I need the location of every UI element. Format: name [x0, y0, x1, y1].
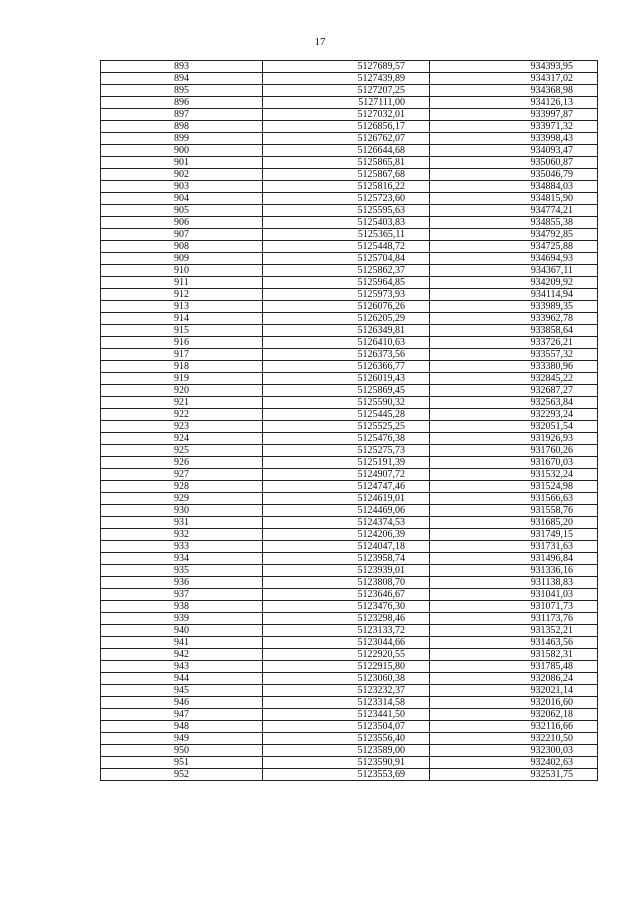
y-coordinate-cell: 933998,43 — [430, 133, 598, 145]
y-coordinate-cell: 931582,31 — [430, 649, 598, 661]
y-coordinate-cell: 931524,98 — [430, 481, 598, 493]
point-number-cell: 940 — [101, 625, 263, 637]
x-coordinate-cell: 5127207,25 — [263, 85, 430, 97]
y-coordinate-cell: 934792,85 — [430, 229, 598, 241]
y-coordinate-cell: 935060,87 — [430, 157, 598, 169]
table-row — [101, 73, 598, 85]
table-row — [101, 661, 598, 673]
point-number-cell: 920 — [101, 385, 263, 397]
y-coordinate-cell: 931749,15 — [430, 529, 598, 541]
table-row — [101, 205, 598, 217]
y-coordinate-cell: 931731,63 — [430, 541, 598, 553]
x-coordinate-cell: 5127111,00 — [263, 97, 430, 109]
table-row — [101, 349, 598, 361]
x-coordinate-cell: 5123044,66 — [263, 637, 430, 649]
y-coordinate-cell: 934126,13 — [430, 97, 598, 109]
table-row — [101, 61, 598, 73]
point-number-cell: 924 — [101, 433, 263, 445]
table-row — [101, 373, 598, 385]
y-coordinate-cell: 931670,03 — [430, 457, 598, 469]
point-number-cell: 944 — [101, 673, 263, 685]
point-number-cell: 949 — [101, 733, 263, 745]
x-coordinate-cell: 5125590,32 — [263, 397, 430, 409]
point-number-cell: 904 — [101, 193, 263, 205]
y-coordinate-cell: 931138,83 — [430, 577, 598, 589]
y-coordinate-cell: 934367,11 — [430, 265, 598, 277]
point-number-cell: 908 — [101, 241, 263, 253]
point-number-cell: 913 — [101, 301, 263, 313]
point-number-cell: 933 — [101, 541, 263, 553]
point-number-cell: 900 — [101, 145, 263, 157]
y-coordinate-cell: 932531,75 — [430, 769, 598, 781]
table-row — [101, 469, 598, 481]
table-row — [101, 97, 598, 109]
point-number-cell: 915 — [101, 325, 263, 337]
y-coordinate-cell: 934694,93 — [430, 253, 598, 265]
point-number-cell: 946 — [101, 697, 263, 709]
table-row — [101, 109, 598, 121]
x-coordinate-cell: 5123589,00 — [263, 745, 430, 757]
point-number-cell: 902 — [101, 169, 263, 181]
y-coordinate-cell: 934114,94 — [430, 289, 598, 301]
table-row — [101, 649, 598, 661]
x-coordinate-cell: 5124047,18 — [263, 541, 430, 553]
table-row — [101, 625, 598, 637]
table-row — [101, 733, 598, 745]
table-row — [101, 421, 598, 433]
y-coordinate-cell: 931336,16 — [430, 565, 598, 577]
point-number-cell: 937 — [101, 589, 263, 601]
x-coordinate-cell: 5125862,37 — [263, 265, 430, 277]
table-row — [101, 721, 598, 733]
y-coordinate-cell: 931071,73 — [430, 601, 598, 613]
table-row — [101, 397, 598, 409]
table-row — [101, 121, 598, 133]
x-coordinate-cell: 5125403,83 — [263, 217, 430, 229]
table-row — [101, 157, 598, 169]
table-row — [101, 241, 598, 253]
y-coordinate-cell: 932210,50 — [430, 733, 598, 745]
x-coordinate-cell: 5126373,56 — [263, 349, 430, 361]
point-number-cell: 896 — [101, 97, 263, 109]
x-coordinate-cell: 5123808,70 — [263, 577, 430, 589]
table-row — [101, 457, 598, 469]
table-row — [101, 481, 598, 493]
y-coordinate-cell: 932293,24 — [430, 409, 598, 421]
table-row — [101, 385, 598, 397]
y-coordinate-cell: 933997,87 — [430, 109, 598, 121]
point-number-cell: 910 — [101, 265, 263, 277]
y-coordinate-cell: 932300,03 — [430, 745, 598, 757]
x-coordinate-cell: 5125865,81 — [263, 157, 430, 169]
table-row — [101, 709, 598, 721]
point-number-cell: 905 — [101, 205, 263, 217]
point-number-cell: 895 — [101, 85, 263, 97]
point-number-cell: 898 — [101, 121, 263, 133]
table-row — [101, 301, 598, 313]
x-coordinate-cell: 5125595,63 — [263, 205, 430, 217]
y-coordinate-cell: 931760,26 — [430, 445, 598, 457]
table-row — [101, 745, 598, 757]
y-coordinate-cell: 933962,78 — [430, 313, 598, 325]
x-coordinate-cell: 5124619,01 — [263, 493, 430, 505]
point-number-cell: 935 — [101, 565, 263, 577]
x-coordinate-cell: 5125365,11 — [263, 229, 430, 241]
point-number-cell: 909 — [101, 253, 263, 265]
page-number: 17 — [314, 36, 326, 48]
y-coordinate-cell: 933989,35 — [430, 301, 598, 313]
y-coordinate-cell: 934855,38 — [430, 217, 598, 229]
x-coordinate-cell: 5125445,28 — [263, 409, 430, 421]
table-row — [101, 493, 598, 505]
x-coordinate-cell: 5123232,37 — [263, 685, 430, 697]
y-coordinate-cell: 932051,54 — [430, 421, 598, 433]
x-coordinate-cell: 5125525,25 — [263, 421, 430, 433]
x-coordinate-cell: 5123556,40 — [263, 733, 430, 745]
x-coordinate-cell: 5125964,85 — [263, 277, 430, 289]
table-row — [101, 289, 598, 301]
point-number-cell: 928 — [101, 481, 263, 493]
table-row — [101, 577, 598, 589]
table-row — [101, 133, 598, 145]
table-row — [101, 145, 598, 157]
point-number-cell: 938 — [101, 601, 263, 613]
y-coordinate-cell: 931041,03 — [430, 589, 598, 601]
table-row — [101, 685, 598, 697]
x-coordinate-cell: 5123590,91 — [263, 757, 430, 769]
point-number-cell: 941 — [101, 637, 263, 649]
table-row — [101, 229, 598, 241]
point-number-cell: 922 — [101, 409, 263, 421]
table-row — [101, 445, 598, 457]
table-row — [101, 361, 598, 373]
x-coordinate-cell: 5126856,17 — [263, 121, 430, 133]
coordinates-table-body — [101, 61, 598, 781]
y-coordinate-cell: 932021,14 — [430, 685, 598, 697]
y-coordinate-cell: 931496,84 — [430, 553, 598, 565]
y-coordinate-cell: 932687,27 — [430, 385, 598, 397]
y-coordinate-cell: 935046,79 — [430, 169, 598, 181]
y-coordinate-cell: 931173,76 — [430, 613, 598, 625]
table-row — [101, 265, 598, 277]
table-row — [101, 193, 598, 205]
y-coordinate-cell: 934725,88 — [430, 241, 598, 253]
y-coordinate-cell: 932062,18 — [430, 709, 598, 721]
y-coordinate-cell: 931352,21 — [430, 625, 598, 637]
point-number-cell: 907 — [101, 229, 263, 241]
x-coordinate-cell: 5123504,07 — [263, 721, 430, 733]
table-row — [101, 217, 598, 229]
x-coordinate-cell: 5123646,67 — [263, 589, 430, 601]
point-number-cell: 930 — [101, 505, 263, 517]
x-coordinate-cell: 5123441,50 — [263, 709, 430, 721]
y-coordinate-cell: 934093,47 — [430, 145, 598, 157]
x-coordinate-cell: 5123939,01 — [263, 565, 430, 577]
table-row — [101, 541, 598, 553]
y-coordinate-cell: 931532,24 — [430, 469, 598, 481]
point-number-cell: 921 — [101, 397, 263, 409]
table-row — [101, 769, 598, 781]
x-coordinate-cell: 5125867,68 — [263, 169, 430, 181]
table-row — [101, 313, 598, 325]
point-number-cell: 897 — [101, 109, 263, 121]
x-coordinate-cell: 5126205,29 — [263, 313, 430, 325]
table-row — [101, 601, 598, 613]
point-number-cell: 916 — [101, 337, 263, 349]
point-number-cell: 926 — [101, 457, 263, 469]
y-coordinate-cell: 934774,21 — [430, 205, 598, 217]
y-coordinate-cell: 934209,92 — [430, 277, 598, 289]
y-coordinate-cell: 931685,20 — [430, 517, 598, 529]
x-coordinate-cell: 5125869,45 — [263, 385, 430, 397]
point-number-cell: 899 — [101, 133, 263, 145]
y-coordinate-cell: 932116,66 — [430, 721, 598, 733]
x-coordinate-cell: 5126076,26 — [263, 301, 430, 313]
table-row — [101, 517, 598, 529]
table-row — [101, 697, 598, 709]
point-number-cell: 950 — [101, 745, 263, 757]
table-row — [101, 85, 598, 97]
y-coordinate-cell: 931463,56 — [430, 637, 598, 649]
x-coordinate-cell: 5125448,72 — [263, 241, 430, 253]
x-coordinate-cell: 5124747,46 — [263, 481, 430, 493]
y-coordinate-cell: 932016,60 — [430, 697, 598, 709]
x-coordinate-cell: 5127439,89 — [263, 73, 430, 85]
point-number-cell: 906 — [101, 217, 263, 229]
table-row — [101, 637, 598, 649]
x-coordinate-cell: 5126644,68 — [263, 145, 430, 157]
table-row — [101, 565, 598, 577]
table-row — [101, 325, 598, 337]
table-row — [101, 277, 598, 289]
y-coordinate-cell: 934393,95 — [430, 61, 598, 73]
x-coordinate-cell: 5127689,57 — [263, 61, 430, 73]
y-coordinate-cell: 932086,24 — [430, 673, 598, 685]
y-coordinate-cell: 934317,02 — [430, 73, 598, 85]
point-number-cell: 917 — [101, 349, 263, 361]
point-number-cell: 911 — [101, 277, 263, 289]
x-coordinate-cell: 5125723,60 — [263, 193, 430, 205]
point-number-cell: 939 — [101, 613, 263, 625]
point-number-cell: 927 — [101, 469, 263, 481]
table-row — [101, 613, 598, 625]
point-number-cell: 918 — [101, 361, 263, 373]
x-coordinate-cell: 5126762,07 — [263, 133, 430, 145]
table-row — [101, 673, 598, 685]
y-coordinate-cell: 934815,90 — [430, 193, 598, 205]
y-coordinate-cell: 931785,48 — [430, 661, 598, 673]
point-number-cell: 931 — [101, 517, 263, 529]
x-coordinate-cell: 5123060,38 — [263, 673, 430, 685]
y-coordinate-cell: 931926,93 — [430, 433, 598, 445]
x-coordinate-cell: 5122920,55 — [263, 649, 430, 661]
x-coordinate-cell: 5126366,77 — [263, 361, 430, 373]
y-coordinate-cell: 933557,32 — [430, 349, 598, 361]
table-row — [101, 181, 598, 193]
y-coordinate-cell: 932845,22 — [430, 373, 598, 385]
x-coordinate-cell: 5122915,80 — [263, 661, 430, 673]
point-number-cell: 952 — [101, 769, 263, 781]
point-number-cell: 912 — [101, 289, 263, 301]
x-coordinate-cell: 5126019,43 — [263, 373, 430, 385]
point-number-cell: 929 — [101, 493, 263, 505]
x-coordinate-cell: 5123298,46 — [263, 613, 430, 625]
y-coordinate-cell: 932402,63 — [430, 757, 598, 769]
point-number-cell: 919 — [101, 373, 263, 385]
table-row — [101, 553, 598, 565]
y-coordinate-cell: 931566,63 — [430, 493, 598, 505]
table-row — [101, 589, 598, 601]
y-coordinate-cell: 931558,76 — [430, 505, 598, 517]
point-number-cell: 893 — [101, 61, 263, 73]
table-row — [101, 505, 598, 517]
x-coordinate-cell: 5125191,39 — [263, 457, 430, 469]
point-number-cell: 925 — [101, 445, 263, 457]
y-coordinate-cell: 933858,64 — [430, 325, 598, 337]
point-number-cell: 923 — [101, 421, 263, 433]
table-row — [101, 529, 598, 541]
point-number-cell: 951 — [101, 757, 263, 769]
x-coordinate-cell: 5125704,84 — [263, 253, 430, 265]
y-coordinate-cell: 934884,03 — [430, 181, 598, 193]
x-coordinate-cell: 5125275,73 — [263, 445, 430, 457]
x-coordinate-cell: 5124206,39 — [263, 529, 430, 541]
y-coordinate-cell: 934368,98 — [430, 85, 598, 97]
point-number-cell: 947 — [101, 709, 263, 721]
point-number-cell: 943 — [101, 661, 263, 673]
table-row — [101, 169, 598, 181]
table-row — [101, 757, 598, 769]
x-coordinate-cell: 5125476,38 — [263, 433, 430, 445]
x-coordinate-cell: 5123553,69 — [263, 769, 430, 781]
x-coordinate-cell: 5124374,53 — [263, 517, 430, 529]
y-coordinate-cell: 933971,32 — [430, 121, 598, 133]
point-number-cell: 914 — [101, 313, 263, 325]
y-coordinate-cell: 933380,96 — [430, 361, 598, 373]
table-row — [101, 433, 598, 445]
x-coordinate-cell: 5125816,22 — [263, 181, 430, 193]
table-row — [101, 337, 598, 349]
x-coordinate-cell: 5126410,63 — [263, 337, 430, 349]
y-coordinate-cell: 933726,21 — [430, 337, 598, 349]
x-coordinate-cell: 5125973,93 — [263, 289, 430, 301]
x-coordinate-cell: 5124907,72 — [263, 469, 430, 481]
point-number-cell: 934 — [101, 553, 263, 565]
x-coordinate-cell: 5123958,74 — [263, 553, 430, 565]
point-number-cell: 894 — [101, 73, 263, 85]
table-row — [101, 253, 598, 265]
y-coordinate-cell: 932563,84 — [430, 397, 598, 409]
x-coordinate-cell: 5123314,58 — [263, 697, 430, 709]
point-number-cell: 936 — [101, 577, 263, 589]
coordinates-table — [100, 60, 598, 781]
point-number-cell: 942 — [101, 649, 263, 661]
x-coordinate-cell: 5123133,72 — [263, 625, 430, 637]
x-coordinate-cell: 5123476,30 — [263, 601, 430, 613]
point-number-cell: 945 — [101, 685, 263, 697]
point-number-cell: 903 — [101, 181, 263, 193]
x-coordinate-cell: 5126349,81 — [263, 325, 430, 337]
point-number-cell: 901 — [101, 157, 263, 169]
point-number-cell: 948 — [101, 721, 263, 733]
x-coordinate-cell: 5124469,06 — [263, 505, 430, 517]
point-number-cell: 932 — [101, 529, 263, 541]
table-row — [101, 409, 598, 421]
x-coordinate-cell: 5127032,01 — [263, 109, 430, 121]
